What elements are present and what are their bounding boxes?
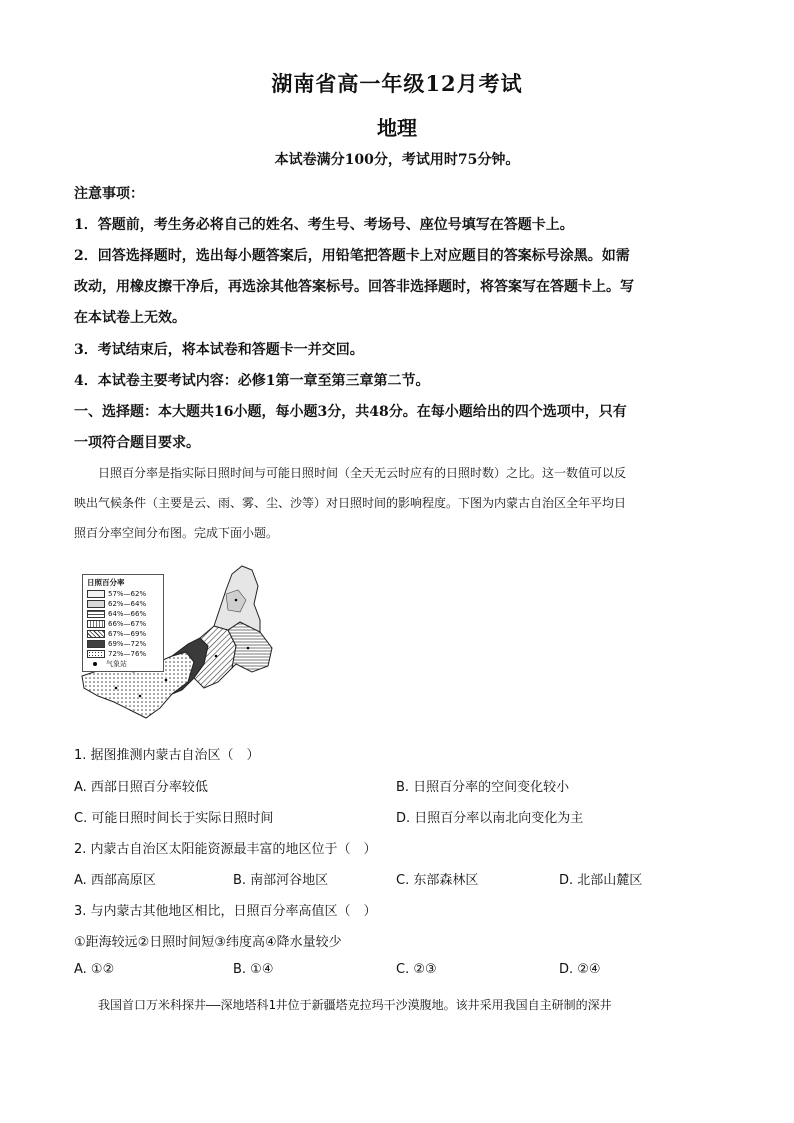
question-3-items: ①距海较远②日照时间短③纬度高④降水量较少 — [74, 935, 342, 950]
q3-option-d[interactable]: D. ②④ — [559, 962, 601, 977]
legend-item: 57%—62% — [87, 589, 163, 599]
note-3: 3．考试结束后，将本试卷和答题卡一并交回。 — [74, 342, 364, 358]
legend-item: 72%—76% — [87, 649, 163, 659]
legend-item: 62%—64% — [87, 599, 163, 609]
question-2-stem: 2. 内蒙古自治区太阳能资源最丰富的地区位于（ ） — [74, 842, 377, 857]
passage-2-line-1: 我国首口万米科探井——深地塔科1井位于新疆塔克拉玛干沙漠腹地。该井采用我国自主研制的深井 — [98, 998, 612, 1012]
note-2-line-2: 改动，用橡皮擦干净后，再选涂其他答案标号。回答非选择题时，将答案写在答题卡上。写 — [74, 279, 634, 295]
legend-item: 64%—66% — [87, 609, 163, 619]
q2-option-a[interactable]: A. 西部高原区 — [74, 873, 156, 888]
legend-swatch — [87, 610, 105, 618]
legend-swatch — [87, 620, 105, 628]
notes-heading: 注意事项： — [74, 186, 144, 202]
question-3-stem: 3. 与内蒙古其他地区相比，日照百分率高值区（ ） — [74, 904, 377, 919]
legend-title: 日照百分率 — [87, 578, 125, 587]
legend-swatch — [87, 590, 105, 598]
passage-1-line-2: 映出气候条件（主要是云、雨、雾、尘、沙等）对日照时间的影响程度。下图为内蒙古自治区全年平均日 — [74, 496, 627, 510]
legend-item: 气象站 — [87, 659, 163, 669]
passage-1-line-3: 照百分率空间分布图。完成下面小题。 — [74, 526, 279, 540]
q2-option-b[interactable]: B. 南部河谷地区 — [233, 873, 329, 888]
map-legend — [82, 574, 164, 672]
subject-title: 地理 — [377, 116, 417, 140]
question-1-stem: 1. 据图推测内蒙古自治区（ ） — [74, 748, 260, 763]
q3-option-b[interactable]: B. ①④ — [233, 962, 274, 977]
note-1: 1．答题前，考生务必将自己的姓名、考生号、考场号、座位号填写在答题卡上。 — [74, 217, 574, 233]
legend-item: 69%—72% — [87, 639, 163, 649]
exam-title: 湖南省高一年级12月考试 — [271, 71, 523, 96]
legend-swatch — [87, 640, 105, 648]
note-4: 4．本试卷主要考试内容：必修1第一章至第三章第二节。 — [74, 373, 430, 389]
q3-option-a[interactable]: A. ①② — [74, 962, 115, 977]
passage-1-line-1: 日照百分率是指实际日照时间与可能日照时间（全天无云时应有的日照时数）之比。这一数值可以反 — [98, 466, 627, 480]
q2-option-d[interactable]: D. 北部山麓区 — [559, 873, 643, 888]
q1-option-d[interactable]: D. 日照百分率以南北向变化为主 — [396, 811, 584, 826]
exam-info: 本试卷满分100分，考试用时75分钟。 — [274, 152, 520, 168]
legend-swatch — [87, 630, 105, 638]
legend-swatch — [87, 650, 105, 658]
note-2-line-1: 2．回答选择题时，选出每小题答案后，用铅笔把答题卡上对应题目的答案标号涂黑。如需 — [74, 248, 630, 264]
q2-option-c[interactable]: C. 东部森林区 — [396, 873, 479, 888]
q3-option-c[interactable]: C. ②③ — [396, 962, 437, 977]
q1-option-a[interactable]: A. 西部日照百分率较低 — [74, 780, 208, 795]
legend-swatch — [87, 600, 105, 608]
station-dot-icon — [93, 662, 97, 666]
legend-item: 67%—69% — [87, 629, 163, 639]
q1-option-c[interactable]: C. 可能日照时间长于实际日照时间 — [74, 811, 274, 826]
q1-option-b[interactable]: B. 日照百分率的空间变化较小 — [396, 780, 570, 795]
section-heading-line-2: 一项符合题目要求。 — [74, 435, 200, 451]
legend-item: 66%—67% — [87, 619, 163, 629]
note-2-line-3: 在本试卷上无效。 — [74, 310, 186, 326]
section-heading-line-1: 一、选择题：本大题共16小题，每小题3分，共48分。在每小题给出的四个选项中，只有 — [74, 404, 627, 420]
